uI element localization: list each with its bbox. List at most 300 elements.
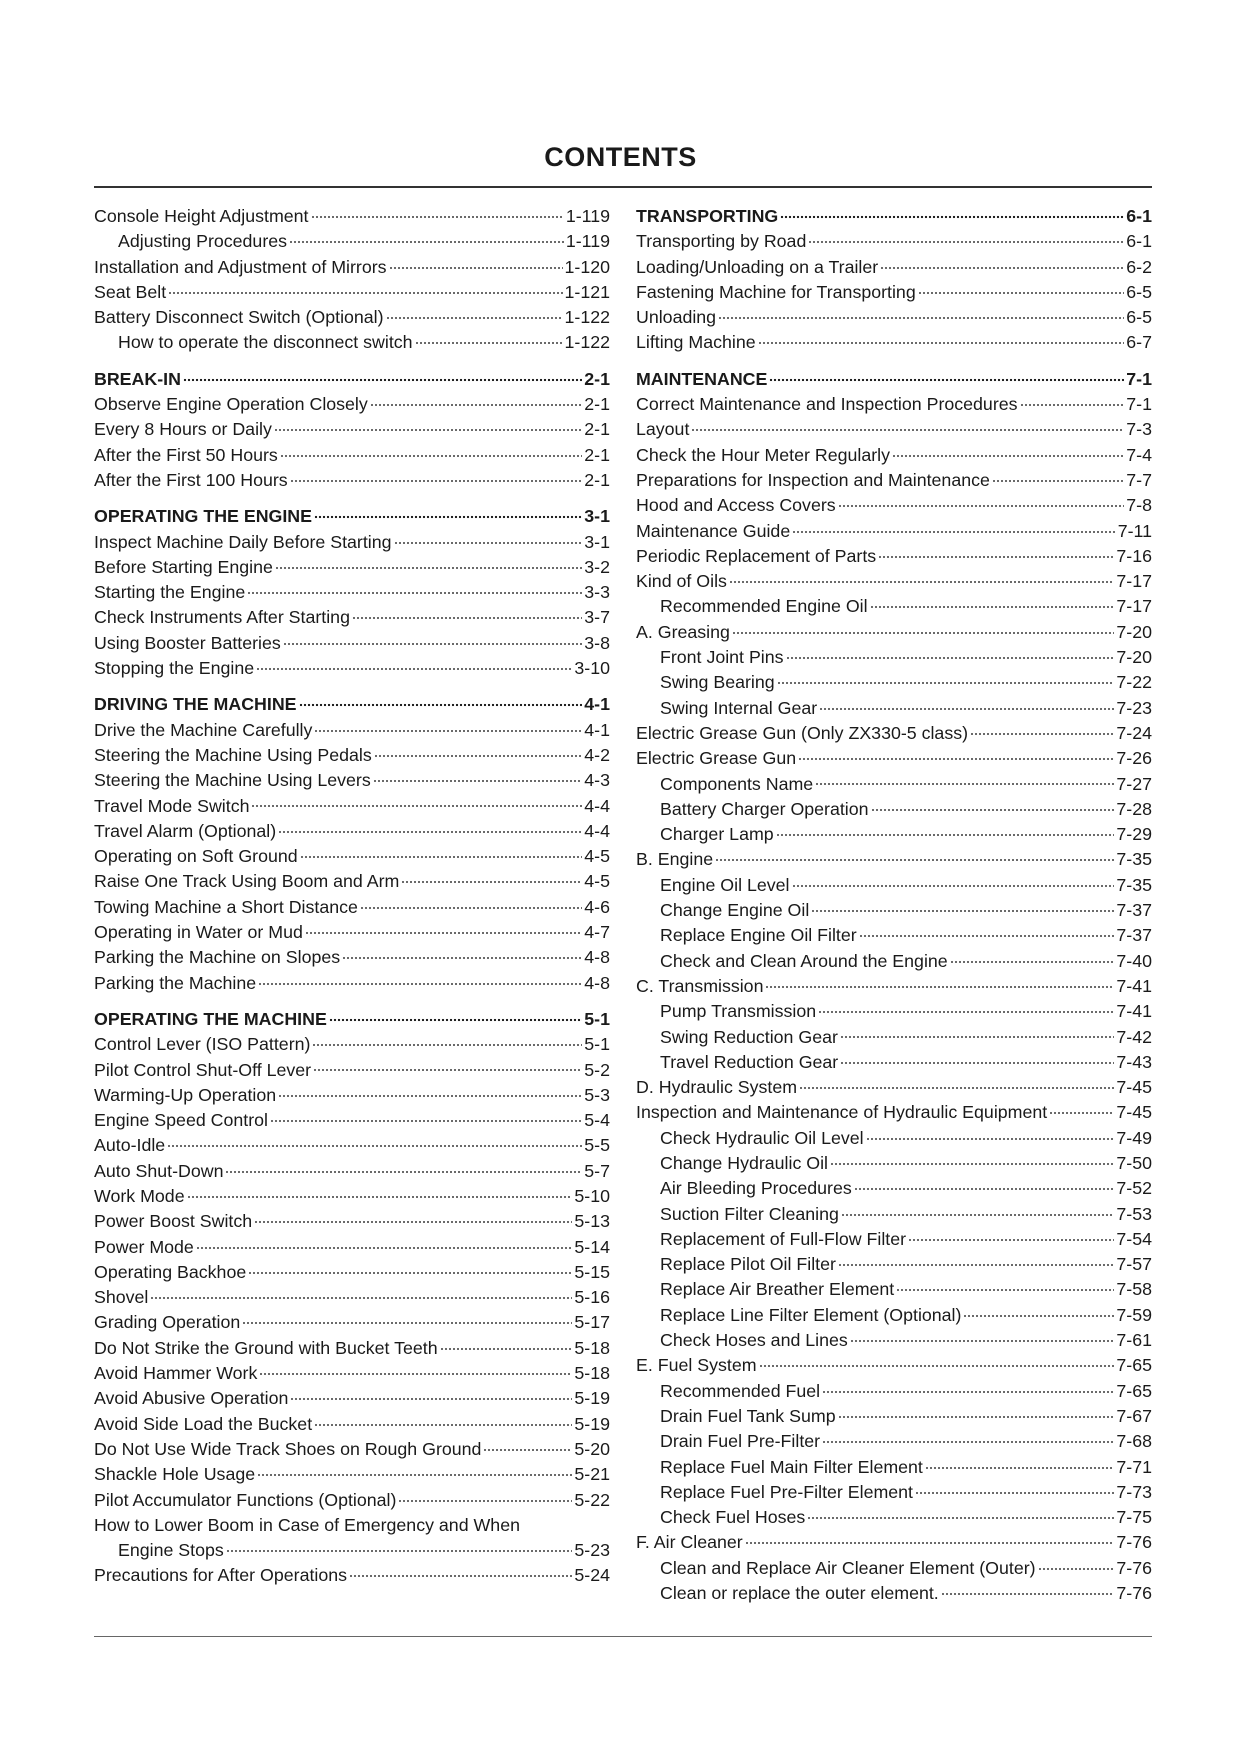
dot-leader xyxy=(398,1488,572,1506)
toc-entry[interactable] xyxy=(636,797,1152,822)
toc-entry[interactable] xyxy=(94,718,610,743)
entry-title: Inspect Machine Daily Before Starting xyxy=(94,531,392,552)
dot-leader xyxy=(838,1252,1115,1270)
entry-title: Check Hydraulic Oil Level xyxy=(660,1127,864,1148)
dot-leader xyxy=(970,721,1114,739)
page-number: 5-1 xyxy=(584,1034,610,1055)
toc-entry[interactable] xyxy=(94,1412,610,1437)
page-number: 7-71 xyxy=(1116,1456,1152,1477)
toc-entry[interactable] xyxy=(636,443,1152,468)
dot-leader xyxy=(251,794,582,812)
dot-leader xyxy=(257,1462,572,1480)
entry-title: Transporting by Road xyxy=(636,231,807,252)
toc-entry[interactable] xyxy=(94,794,610,819)
toc-entry[interactable] xyxy=(636,1252,1152,1277)
page-number: 5-7 xyxy=(584,1160,610,1181)
entry-title: Power Mode xyxy=(94,1236,194,1257)
entry-title: Lifting Machine xyxy=(636,332,756,353)
page-number: 4-8 xyxy=(584,972,610,993)
toc-entry[interactable] xyxy=(636,772,1152,797)
toc-entry[interactable] xyxy=(94,555,610,580)
toc-entry[interactable] xyxy=(94,605,610,630)
toc-entry[interactable] xyxy=(94,1260,610,1285)
entry-title: Check Instruments After Starting xyxy=(94,607,350,628)
entry-title: Replace Fuel Main Filter Element xyxy=(660,1456,923,1477)
entry-title: Replacement of Full-Flow Filter xyxy=(660,1228,907,1249)
dot-leader xyxy=(866,1126,1115,1144)
page-number: 1-119 xyxy=(565,231,610,252)
page-number: 5-3 xyxy=(584,1084,610,1105)
page-number: 7-40 xyxy=(1116,950,1152,971)
toc-entry[interactable] xyxy=(636,305,1152,330)
entry-title: Unloading xyxy=(636,307,717,328)
dot-leader xyxy=(440,1336,573,1354)
dot-leader xyxy=(352,606,582,624)
toc-entry[interactable] xyxy=(94,1538,610,1563)
page-number: 6-7 xyxy=(1126,332,1152,353)
toc-entry[interactable] xyxy=(94,255,610,280)
toc-entry[interactable] xyxy=(636,1151,1152,1176)
entry-title: Operating in Water or Mud xyxy=(94,922,303,943)
dot-leader xyxy=(715,848,1114,866)
page-number: 4-8 xyxy=(584,947,610,968)
entry-title: Auto Shut-Down xyxy=(94,1160,224,1181)
dot-leader xyxy=(871,797,1115,815)
toc-entry[interactable] xyxy=(636,645,1152,670)
entry-title: Operating on Soft Ground xyxy=(94,846,298,867)
entry-title: Periodic Replacement of Parts xyxy=(636,545,877,566)
page-number: 5-10 xyxy=(574,1185,610,1206)
page-number: 7-45 xyxy=(1116,1102,1152,1123)
page-number: 5-19 xyxy=(574,1413,610,1434)
entry-title: Preparations for Inspection and Maintenance xyxy=(636,469,990,490)
page-number: 5-16 xyxy=(574,1287,610,1308)
toc-entry[interactable] xyxy=(94,1235,610,1260)
dot-leader xyxy=(300,844,583,862)
toc-section-heading[interactable] xyxy=(94,367,610,392)
section-title: OPERATING THE ENGINE xyxy=(94,506,313,527)
toc-entry[interactable] xyxy=(636,1530,1152,1555)
page-number: 7-65 xyxy=(1116,1355,1152,1376)
entry-title: C. Transmission xyxy=(636,975,764,996)
toc-entry[interactable] xyxy=(636,493,1152,518)
dot-leader xyxy=(745,1531,1115,1549)
dot-leader xyxy=(401,870,582,888)
page-number: 3-2 xyxy=(584,556,610,577)
dot-leader xyxy=(299,693,583,711)
toc-entry[interactable] xyxy=(636,229,1152,254)
toc-entry[interactable] xyxy=(94,1361,610,1386)
dot-leader xyxy=(168,280,562,298)
toc-right-column xyxy=(636,204,1152,1606)
toc-entry[interactable] xyxy=(94,1058,610,1083)
section-title: OPERATING THE MACHINE xyxy=(94,1008,327,1029)
dot-leader xyxy=(278,1083,582,1101)
dot-leader xyxy=(311,204,564,222)
dot-leader xyxy=(312,1032,582,1050)
dot-leader xyxy=(394,530,583,548)
page-number: 7-20 xyxy=(1116,647,1152,668)
toc-entry[interactable] xyxy=(94,417,610,442)
dot-leader xyxy=(374,743,583,761)
toc-entry[interactable] xyxy=(94,468,610,493)
entry-title: B. Engine xyxy=(636,849,714,870)
page-number: 7-76 xyxy=(1116,1583,1152,1604)
toc-entry[interactable] xyxy=(94,229,610,254)
entry-title: Shovel xyxy=(94,1287,149,1308)
entry-title: Every 8 Hours or Daily xyxy=(94,419,272,440)
page-number: 7-3 xyxy=(1126,419,1152,440)
dot-leader xyxy=(270,1108,582,1126)
section-title: MAINTENANCE xyxy=(636,368,768,389)
page-number: 4-5 xyxy=(584,871,610,892)
toc-entry[interactable] xyxy=(636,999,1152,1024)
toc-entry[interactable] xyxy=(636,1556,1152,1581)
entry-title: Do Not Strike the Ground with Bucket Teeth xyxy=(94,1337,438,1358)
toc-entry[interactable] xyxy=(636,569,1152,594)
toc-entry[interactable] xyxy=(636,1581,1152,1606)
dot-leader xyxy=(769,367,1124,385)
toc-entry[interactable] xyxy=(94,1563,610,1588)
entry-title: Control Lever (ISO Pattern) xyxy=(94,1034,311,1055)
entry-title: Loading/Unloading on a Trailer xyxy=(636,256,879,277)
page-number: 3-7 xyxy=(584,607,610,628)
toc-entry[interactable] xyxy=(94,1488,610,1513)
page-number: 7-41 xyxy=(1116,1001,1152,1022)
footer-rule xyxy=(94,1636,1152,1637)
dot-leader xyxy=(305,920,582,938)
dot-leader xyxy=(792,519,1116,537)
toc-entry[interactable] xyxy=(636,1176,1152,1201)
dot-leader xyxy=(859,924,1115,942)
toc-entry[interactable] xyxy=(636,1480,1152,1505)
dot-leader xyxy=(818,999,1114,1017)
toc-entry[interactable] xyxy=(636,468,1152,493)
entry-title: Pump Transmission xyxy=(660,1001,817,1022)
page-number: 7-26 xyxy=(1116,748,1152,769)
page-number: 6-1 xyxy=(1126,231,1152,252)
entry-title: Drain Fuel Pre-Filter xyxy=(660,1431,821,1452)
page-number: 7-76 xyxy=(1116,1532,1152,1553)
entry-title: Replace Line Filter Element (Optional) xyxy=(660,1304,962,1325)
toc-entry[interactable] xyxy=(94,330,610,355)
page-number: 1-122 xyxy=(564,332,610,353)
dot-leader xyxy=(808,230,1124,248)
toc-entry[interactable] xyxy=(636,594,1152,619)
entry-title: Shackle Hole Usage xyxy=(94,1464,256,1485)
entry-title: Check and Clean Around the Engine xyxy=(660,950,948,971)
entry-title: Swing Bearing xyxy=(660,672,775,693)
toc-entry[interactable] xyxy=(94,1437,610,1462)
toc-entry[interactable] xyxy=(94,1133,610,1158)
toc-entry[interactable] xyxy=(636,1303,1152,1328)
toc-entry[interactable] xyxy=(94,580,610,605)
toc-entry[interactable] xyxy=(636,974,1152,999)
dot-leader xyxy=(732,620,1115,638)
toc-entry[interactable] xyxy=(94,895,610,920)
dot-leader xyxy=(248,1260,572,1278)
dot-leader xyxy=(258,971,582,989)
toc-section-heading[interactable] xyxy=(636,204,1152,229)
entry-title: Precautions for After Operations xyxy=(94,1565,348,1586)
toc-entry[interactable] xyxy=(94,1285,610,1310)
toc-entry[interactable] xyxy=(636,696,1152,721)
page-number: 3-1 xyxy=(584,531,610,552)
dot-leader xyxy=(289,230,564,248)
toc-section-heading[interactable] xyxy=(636,367,1152,392)
toc-entry[interactable] xyxy=(94,1310,610,1335)
toc-entry[interactable] xyxy=(94,920,610,945)
dot-leader xyxy=(850,1328,1115,1346)
toc-entry[interactable] xyxy=(636,1429,1152,1454)
toc-entry[interactable] xyxy=(636,721,1152,746)
entry-title: Before Starting Engine xyxy=(94,556,273,577)
toc-entry[interactable] xyxy=(94,1184,610,1209)
page-number: 7-1 xyxy=(1126,368,1152,389)
toc-section-heading[interactable] xyxy=(94,504,610,529)
entry-title: Pilot Accumulator Functions (Optional) xyxy=(94,1489,397,1510)
dot-leader xyxy=(786,645,1115,663)
toc-entry[interactable] xyxy=(636,949,1152,974)
toc-entry[interactable] xyxy=(636,746,1152,771)
toc-entry[interactable] xyxy=(636,923,1152,948)
entry-title: Clean or replace the outer element. xyxy=(660,1583,939,1604)
page-number: 4-3 xyxy=(584,770,610,791)
toc-entry[interactable] xyxy=(636,330,1152,355)
toc-entry[interactable] xyxy=(94,1083,610,1108)
entry-title: Drain Fuel Tank Sump xyxy=(660,1405,836,1426)
entry-title: Recommended Fuel xyxy=(660,1380,821,1401)
toc-entry[interactable] xyxy=(636,620,1152,645)
toc-entry[interactable] xyxy=(636,1455,1152,1480)
dot-leader xyxy=(256,656,572,674)
toc-entry[interactable] xyxy=(94,280,610,305)
toc-entry[interactable] xyxy=(94,1513,610,1538)
toc-entry[interactable] xyxy=(94,631,610,656)
dot-leader xyxy=(373,768,583,786)
toc-entry[interactable] xyxy=(94,1209,610,1234)
entry-title: Seat Belt xyxy=(94,281,167,302)
toc-entry[interactable] xyxy=(94,204,610,229)
entry-title: How to Lower Boom in Case of Emergency and When xyxy=(94,1514,520,1535)
toc-entry[interactable] xyxy=(636,1379,1152,1404)
entry-title: Replace Pilot Oil Filter xyxy=(660,1254,836,1275)
dot-leader xyxy=(283,631,583,649)
entry-title: Parking the Machine xyxy=(94,972,257,993)
toc-entry[interactable] xyxy=(94,1159,610,1184)
toc-entry[interactable] xyxy=(94,743,610,768)
toc-entry[interactable] xyxy=(636,1328,1152,1353)
page-number: 4-5 xyxy=(584,846,610,867)
dot-leader xyxy=(349,1564,572,1582)
toc-entry[interactable] xyxy=(636,847,1152,872)
dot-leader xyxy=(892,443,1124,461)
page-number: 4-1 xyxy=(584,694,610,715)
toc-entry[interactable] xyxy=(94,869,610,894)
page-number: 7-50 xyxy=(1116,1152,1152,1173)
entry-title: Hood and Access Covers xyxy=(636,495,836,516)
page-number: 1-119 xyxy=(565,206,610,226)
page-number: 5-17 xyxy=(574,1312,610,1333)
toc-entry[interactable] xyxy=(94,392,610,417)
dot-leader xyxy=(807,1505,1114,1523)
page-number: 4-4 xyxy=(584,820,610,841)
dot-leader xyxy=(992,468,1124,486)
toc-entry[interactable] xyxy=(94,971,610,996)
dot-leader xyxy=(776,822,1115,840)
entry-title: Starting the Engine xyxy=(94,582,246,603)
dot-leader xyxy=(822,1379,1114,1397)
entry-title: Change Hydraulic Oil xyxy=(660,1152,829,1173)
entry-title: Travel Reduction Gear xyxy=(660,1051,839,1072)
entry-title: How to operate the disconnect switch xyxy=(118,332,413,353)
page-number: 7-43 xyxy=(1116,1051,1152,1072)
toc-entry[interactable] xyxy=(94,819,610,844)
entry-title: Engine Stops xyxy=(118,1540,224,1561)
page-number: 5-24 xyxy=(574,1565,610,1586)
entry-title: Air Bleeding Procedures xyxy=(660,1178,852,1199)
toc-entry[interactable] xyxy=(94,305,610,330)
entry-title: Swing Reduction Gear xyxy=(660,1026,838,1047)
dot-leader xyxy=(360,895,582,913)
page-number: 7-17 xyxy=(1116,596,1152,617)
page-number: 7-11 xyxy=(1117,520,1152,541)
toc-entry[interactable] xyxy=(94,530,610,555)
dot-leader xyxy=(196,1235,573,1253)
toc-entry[interactable] xyxy=(94,768,610,793)
dot-leader xyxy=(765,974,1114,992)
page-number: 7-28 xyxy=(1116,798,1152,819)
toc-entry[interactable] xyxy=(94,844,610,869)
page-number: 7-75 xyxy=(1116,1507,1152,1528)
dot-leader xyxy=(691,418,1124,436)
page-number: 7-17 xyxy=(1116,571,1152,592)
entry-title: Swing Internal Gear xyxy=(660,697,818,718)
entry-title: Pilot Control Shut-Off Lever xyxy=(94,1059,312,1080)
toc-entry[interactable] xyxy=(94,1108,610,1133)
toc-entry[interactable] xyxy=(636,1202,1152,1227)
toc-entry[interactable] xyxy=(636,822,1152,847)
dot-leader xyxy=(840,1025,1114,1043)
page-number: 3-3 xyxy=(584,582,610,603)
page-number: 5-23 xyxy=(574,1540,610,1561)
entry-title: Recommended Engine Oil xyxy=(660,596,868,617)
entry-title: Using Booster Batteries xyxy=(94,632,281,653)
dot-leader xyxy=(187,1184,573,1202)
dot-leader xyxy=(963,1303,1114,1321)
toc-entry[interactable] xyxy=(636,519,1152,544)
dot-leader xyxy=(815,772,1114,790)
toc-entry[interactable] xyxy=(94,1386,610,1411)
dot-leader xyxy=(167,1134,582,1152)
dot-leader xyxy=(896,1278,1114,1296)
entry-title: Travel Mode Switch xyxy=(94,795,250,816)
entry-title: Grading Operation xyxy=(94,1312,241,1333)
toc-entry[interactable] xyxy=(636,1100,1152,1125)
dot-leader xyxy=(278,819,582,837)
toc-entry[interactable] xyxy=(94,1462,610,1487)
toc-section-heading[interactable] xyxy=(94,1007,610,1032)
toc-entry[interactable] xyxy=(636,280,1152,305)
entry-title: Auto-Idle xyxy=(94,1135,166,1156)
toc-entry[interactable] xyxy=(636,1126,1152,1151)
page-number: 7-73 xyxy=(1116,1481,1152,1502)
page-number: 1-122 xyxy=(564,307,610,328)
dot-leader xyxy=(150,1285,572,1303)
toc-entry[interactable] xyxy=(94,1336,610,1361)
entry-title: Suction Filter Cleaning xyxy=(660,1203,839,1224)
toc-entry[interactable] xyxy=(636,1505,1152,1530)
toc-entry[interactable] xyxy=(636,417,1152,442)
page-number: 7-37 xyxy=(1116,900,1152,921)
toc-entry[interactable] xyxy=(94,945,610,970)
page-number: 7-37 xyxy=(1116,925,1152,946)
page-number: 7-57 xyxy=(1116,1254,1152,1275)
entry-title: Console Height Adjustment xyxy=(94,206,309,226)
toc-entry[interactable] xyxy=(94,656,610,681)
toc-entry[interactable] xyxy=(636,544,1152,569)
toc-entry[interactable] xyxy=(636,255,1152,280)
page-number: 3-10 xyxy=(574,658,610,679)
dot-leader xyxy=(925,1455,1115,1473)
entry-title: After the First 100 Hours xyxy=(94,469,288,490)
dot-leader xyxy=(792,873,1115,891)
entry-title: Inspection and Maintenance of Hydraulic Equipment xyxy=(636,1102,1048,1123)
entry-title: Warming-Up Operation xyxy=(94,1084,277,1105)
toc-entry[interactable] xyxy=(636,1050,1152,1075)
page-number: 3-8 xyxy=(584,632,610,653)
entry-title: F. Air Cleaner xyxy=(636,1532,743,1553)
page-number: 2-1 xyxy=(584,368,610,389)
toc-entry[interactable] xyxy=(636,1227,1152,1252)
toc-entry[interactable] xyxy=(94,443,610,468)
page-number: 7-4 xyxy=(1126,444,1152,465)
toc-entry[interactable] xyxy=(636,1277,1152,1302)
dot-leader xyxy=(280,443,582,461)
page-number: 7-41 xyxy=(1116,975,1152,996)
dot-leader xyxy=(870,595,1115,613)
page-number: 5-15 xyxy=(574,1261,610,1282)
section-title: DRIVING THE MACHINE xyxy=(94,694,297,715)
toc-entry[interactable] xyxy=(636,1075,1152,1100)
page-number: 4-2 xyxy=(584,744,610,765)
dot-leader xyxy=(247,580,582,598)
dot-leader xyxy=(841,1202,1115,1220)
toc-entry[interactable] xyxy=(636,1404,1152,1429)
toc-entry[interactable] xyxy=(636,898,1152,923)
page-number: 7-45 xyxy=(1116,1077,1152,1098)
entry-title: Steering the Machine Using Levers xyxy=(94,770,371,791)
toc-entry[interactable] xyxy=(636,1025,1152,1050)
toc-entry[interactable] xyxy=(636,1353,1152,1378)
page-number: 6-2 xyxy=(1126,256,1152,277)
dot-leader xyxy=(819,696,1114,714)
dot-leader xyxy=(483,1437,572,1455)
dot-leader xyxy=(290,468,583,486)
toc-section-heading[interactable] xyxy=(94,692,610,717)
dot-leader xyxy=(908,1227,1114,1245)
entry-title: Adjusting Procedures xyxy=(118,231,288,252)
toc-entry[interactable] xyxy=(94,1032,610,1057)
page-number: 7-52 xyxy=(1116,1178,1152,1199)
entry-title: Travel Alarm (Optional) xyxy=(94,820,277,841)
toc-entry[interactable] xyxy=(636,392,1152,417)
toc-entry[interactable] xyxy=(636,670,1152,695)
page-number: 7-58 xyxy=(1116,1279,1152,1300)
page-number: 2-1 xyxy=(584,444,610,465)
toc-entry[interactable] xyxy=(636,873,1152,898)
entry-title: Change Engine Oil xyxy=(660,900,810,921)
